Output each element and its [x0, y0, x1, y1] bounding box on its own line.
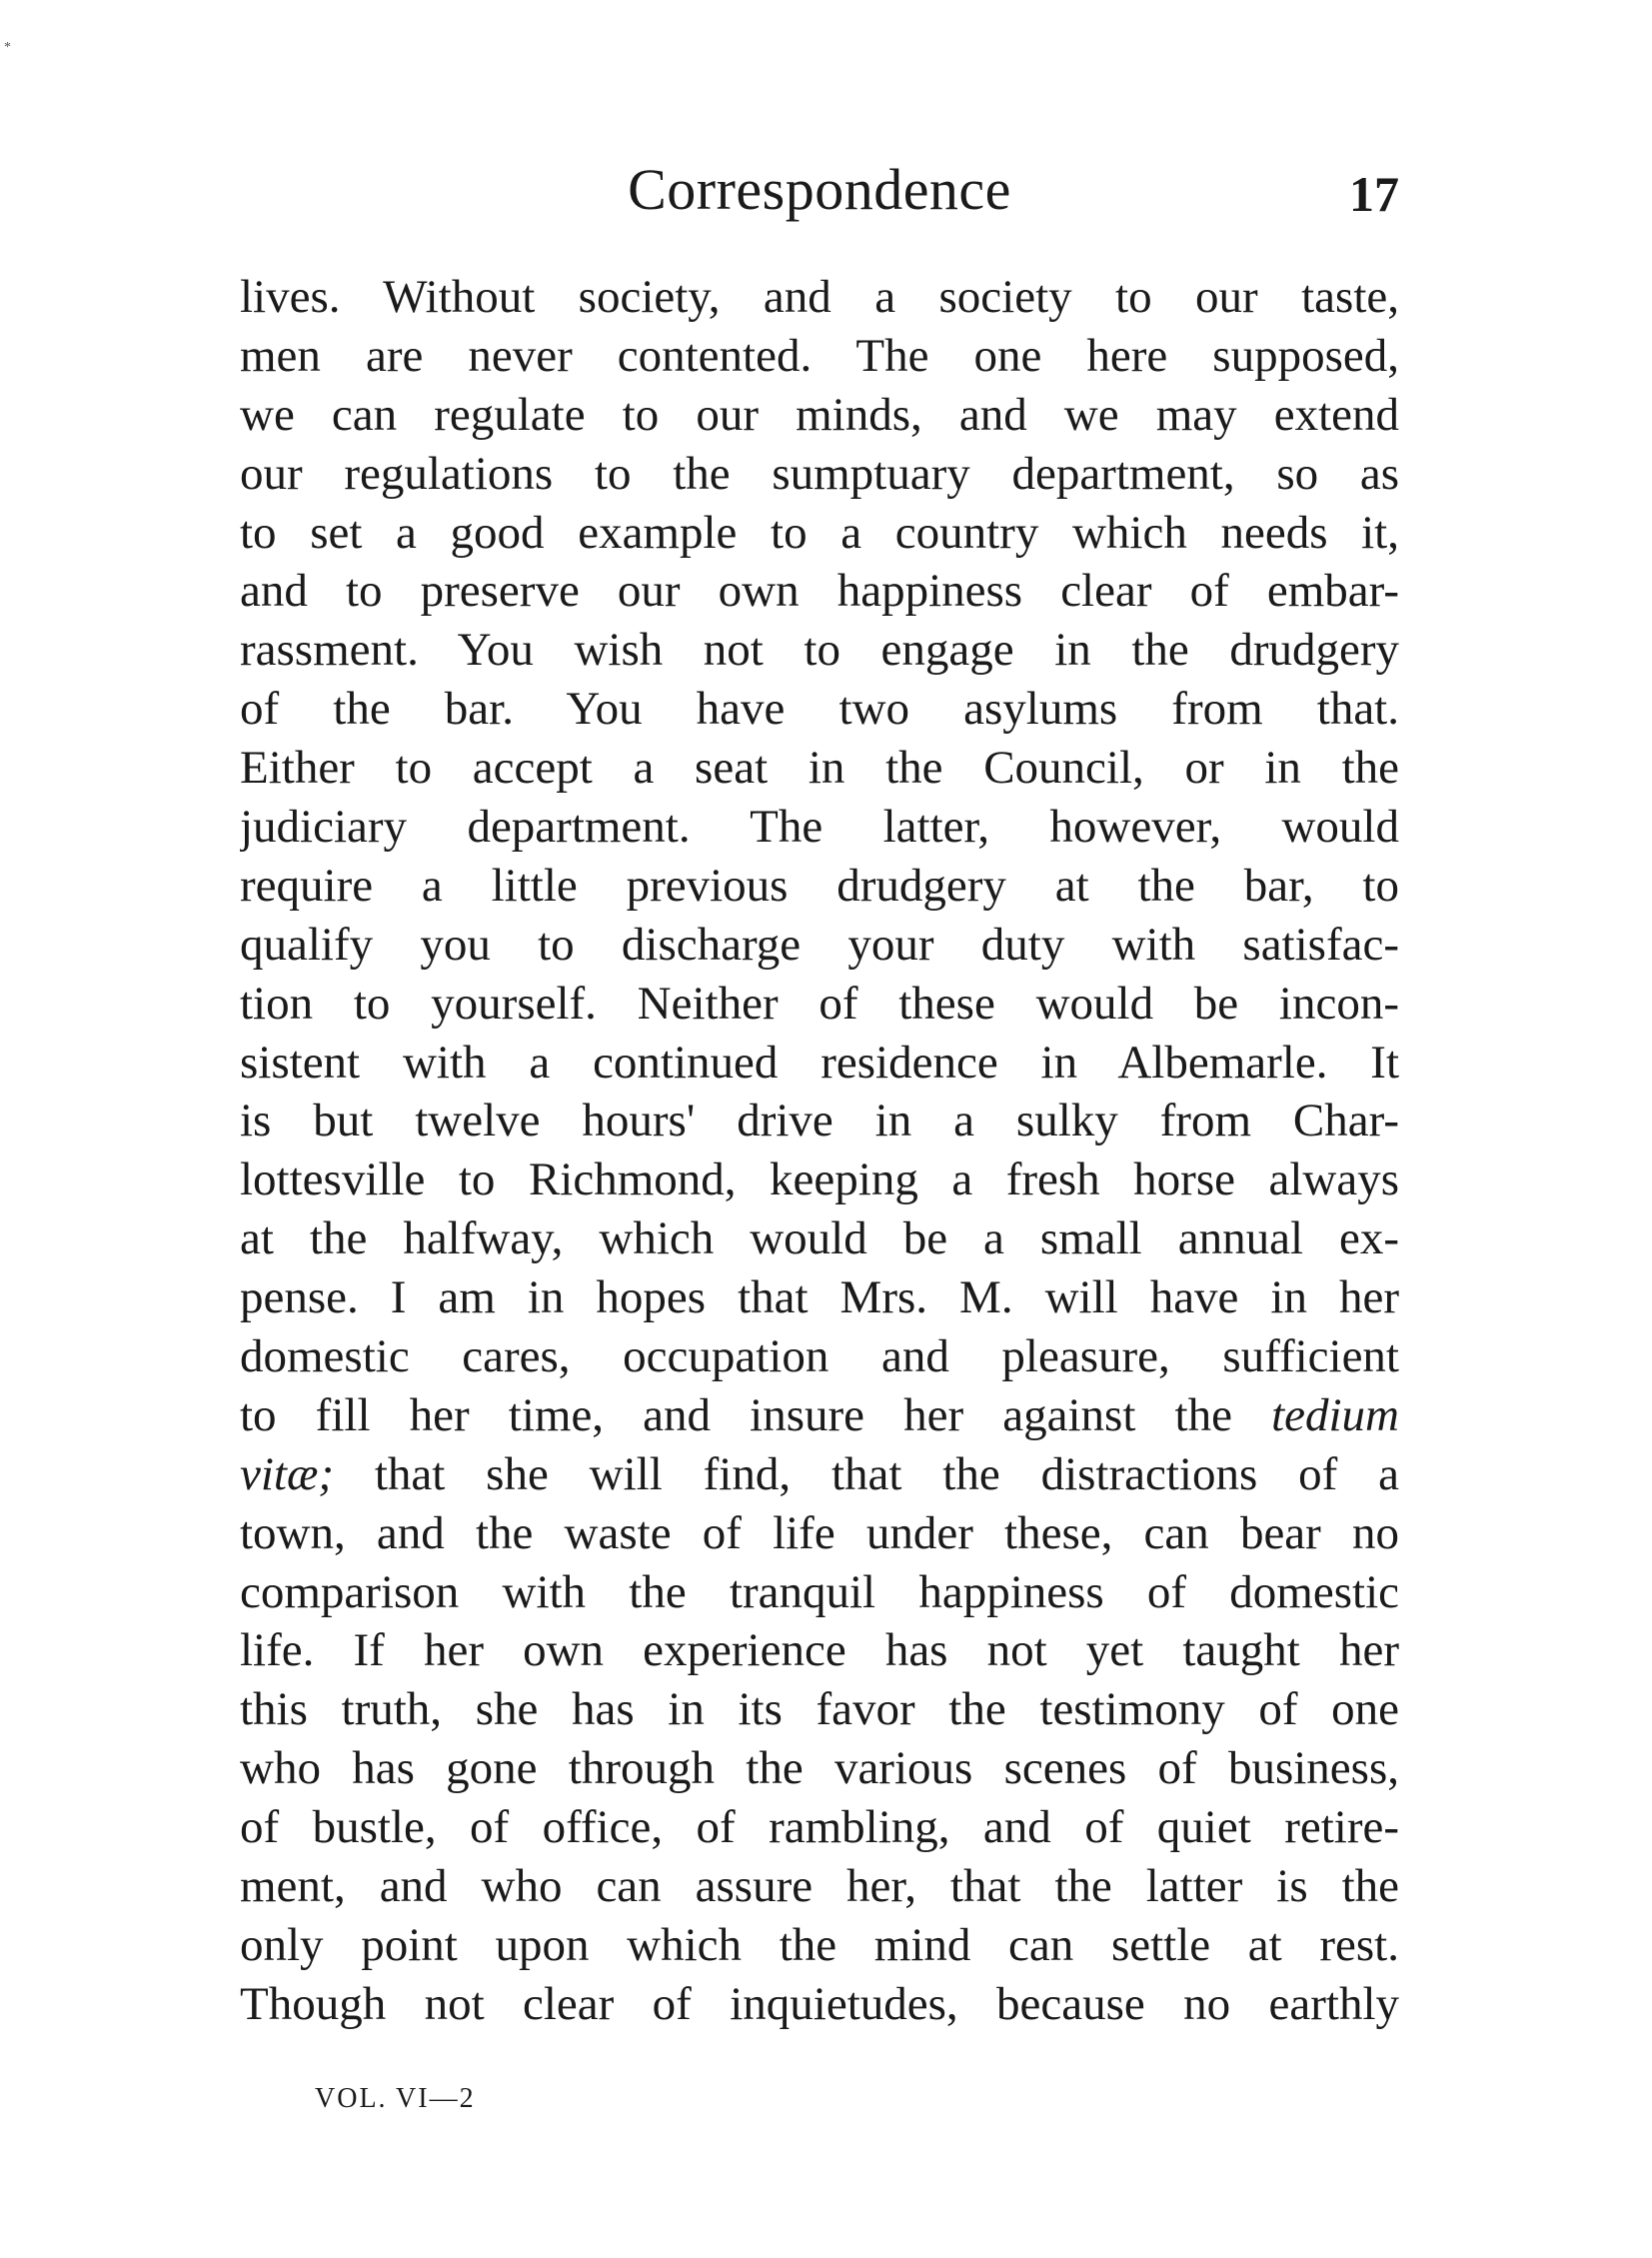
text-segment: to fill her time, and insure her against the [240, 1388, 1232, 1441]
text-line: town, and the waste of life under these, can bear no [240, 1506, 1399, 1559]
text-line: we can regulate to our minds, and we may extend [240, 388, 1399, 441]
text-line: at the halfway, which would be a small annual ex- [240, 1212, 1399, 1265]
body-text [240, 268, 1399, 2034]
text-line: pense. I am in hopes that Mrs. M. will have in her [240, 1271, 1399, 1324]
text-line: of the bar. You have two asylums from that. [240, 683, 1399, 736]
margin-note: * [4, 40, 11, 55]
text-line: rassment. You wish not to engage in the drudgery [240, 624, 1399, 677]
signature-mark: VOL. VI—2 [315, 2083, 476, 2114]
text-line: ment, and who can assure her, that the latter is the [240, 1860, 1399, 1913]
text-line: who has gone through the various scenes of business, [240, 1742, 1399, 1795]
text-line-with-italic [240, 1445, 1399, 1504]
text-line: Though not clear of inquietudes, because no earthly [240, 1977, 1399, 2030]
text-line: only point upon which the mind can settle at rest. [240, 1918, 1399, 1971]
text-line: to set a good example to a country which needs it, [240, 506, 1399, 559]
italic-phrase: vitæ; [240, 1447, 334, 1500]
text-line: judiciary department. The latter, however, would [240, 801, 1399, 854]
text-line: of bustle, of office, of rambling, and of quiet retire- [240, 1801, 1399, 1854]
page-title: Correspondence [628, 157, 1011, 222]
text-line: Either to accept a seat in the Council, or in the [240, 742, 1399, 795]
text-line: men are never contented. The one here supposed, [240, 329, 1399, 382]
text-line: domestic cares, occupation and pleasure, sufficient [240, 1330, 1399, 1383]
running-head [240, 150, 1399, 230]
text-line: tion to yourself. Neither of these would be incon- [240, 977, 1399, 1030]
text-line: this truth, she has in its favor the testimony of one [240, 1683, 1399, 1736]
text-line: is but twelve hours' drive in a sulky from Char- [240, 1095, 1399, 1147]
text-line-with-italic [240, 1386, 1399, 1445]
text-line: life. If her own experience has not yet taught her [240, 1624, 1399, 1677]
text-segment: that she will find, that the distractions of a [374, 1447, 1399, 1500]
text-line: comparison with the tranquil happiness of domestic [240, 1565, 1399, 1618]
text-line: sistent with a continued residence in Albemarle. It [240, 1036, 1399, 1089]
text-line: lottesville to Richmond, keeping a fresh horse always [240, 1153, 1399, 1206]
text-line: require a little previous drudgery at the bar, to [240, 859, 1399, 912]
italic-phrase: tedium [1271, 1388, 1399, 1441]
text-line: qualify you to discharge your duty with satisfac- [240, 918, 1399, 971]
text-line: lives. Without society, and a society to our taste, [240, 271, 1399, 323]
page-number: 17 [1349, 166, 1399, 222]
text-line: and to preserve our own happiness clear of embar- [240, 565, 1399, 618]
text-line: our regulations to the sumptuary department, so as [240, 447, 1399, 500]
